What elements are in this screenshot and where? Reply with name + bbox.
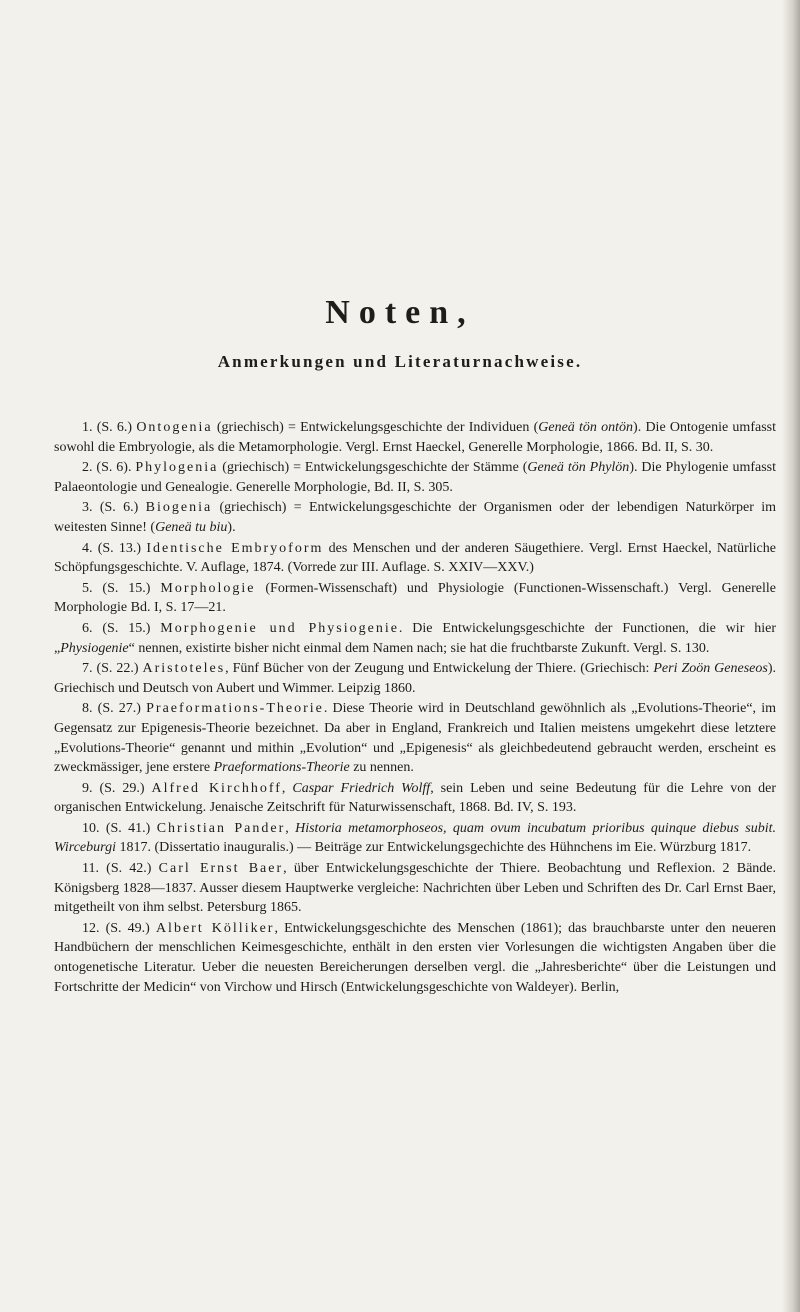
note-text: ,: [281, 780, 293, 796]
note-reference: (S. 29.): [99, 780, 145, 796]
note-italic-text: Caspar Friedrich Wolff: [292, 780, 431, 796]
note-reference: (S. 22.): [96, 661, 139, 677]
note-12: [54, 919, 776, 997]
note-1: [54, 418, 776, 457]
note-italic-text: Praeformations-Theorie: [213, 760, 350, 776]
note-number: 12.: [82, 920, 100, 936]
note-8: [54, 699, 776, 777]
note-term: Christian Pander: [156, 820, 286, 836]
note-italic-text: Historia metamorphoseos, quam ovum incubatum prioribus quinque diebus subit. Wirceburgi: [54, 820, 777, 856]
note-text: “ nennen, existirte bisher nicht einmal dem Namen nach; sie hat die fruchtbarste Zukunft. Vergl. S. 130.: [128, 640, 710, 656]
note-text: 1817. (Dissertatio inauguralis.) — Beiträge zur Entwickelungsgechichte des Hühnchens im Eie. Würzburg 1817.: [115, 840, 752, 856]
note-term: Praeformations-Theorie: [146, 701, 324, 717]
note-9: [54, 779, 776, 818]
page-edge-shadow: [782, 0, 800, 1312]
note-4: [54, 539, 776, 578]
note-number: 1.: [82, 420, 93, 435]
note-reference: (S. 27.): [97, 701, 141, 717]
note-reference: (S. 41.): [105, 820, 151, 836]
note-italic-text: Geneä tön Phylön: [527, 460, 630, 476]
note-text: des Menschen und der anderen Säugethiere. Vergl. Ernst Haeckel, Natürliche Schöpfungsgeschichte. V. Auflage, 1874. (Vorrede zur III. Auflage. S. XXIV—XXV.): [54, 540, 776, 576]
page-header: [0, 293, 800, 373]
note-text: , Entwickelungsgeschichte des Menschen (1861); das brauchbarste unter den neueren Handbüchern der menschlichen Keimesgeschichte, enthält in den ersten vier Vorlesungen die wichtigsten Angaben über die ontogenetische Literatur. Ueber die neuesten Bereicherungen derselben vergl. die „Jahresberichte“ über die Leistungen und Fortschritte der Medicin“ von Virchow und Hirsch (Entwickelungsgeschichte von Waldeyer). Berlin,: [54, 920, 777, 995]
note-term: Albert Kölliker: [155, 920, 275, 936]
note-text: ). Griechisch und Deutsch von Aubert und Wimmer. Leipzig 1860.: [54, 661, 777, 696]
note-text: zu nennen.: [349, 760, 414, 776]
note-reference: (S. 6.): [99, 500, 139, 516]
note-6: [54, 619, 776, 658]
note-number: 8.: [82, 701, 93, 717]
page-title: Noten,: [325, 294, 475, 331]
note-number: 5.: [82, 580, 93, 596]
note-term: Morphologie: [160, 580, 256, 596]
note-term: Carl Ernst Baer: [158, 861, 284, 877]
note-text: ). Die Ontogenie umfasst sowohl die Embryologie, als die Metamorphologie. Vergl. Ernst Haeckel, Generelle Morphologie, 1866. Bd. II, S. 30.: [54, 420, 776, 455]
page-subtitle: Anmerkungen und Literaturnachweise.: [217, 352, 583, 371]
note-italic-text: Physiogenie: [60, 640, 129, 656]
note-number: 2.: [82, 460, 93, 476]
note-italic-text: Geneä tu biu: [155, 519, 228, 535]
note-text: ,: [285, 820, 296, 836]
note-7: [54, 659, 776, 698]
note-number: 10.: [82, 820, 100, 836]
note-text: (Formen-Wissenschaft) und Physiologie (Functionen-Wissenschaft.) Vergl. Generelle Morphologie Bd. I, S. 17—21.: [54, 580, 776, 616]
note-text: ). Die Phylogenie umfasst Palaeontologie und Genealogie. Generelle Morphologie, Bd. II, S. 305.: [54, 460, 776, 495]
note-text: (griechisch) = Entwickelungsgeschichte der Stämme (: [218, 460, 528, 476]
note-term: Identische Embryoform: [146, 540, 324, 556]
note-text: ).: [227, 519, 236, 535]
note-reference: (S. 6.): [96, 420, 133, 435]
note-text: , Fünf Bücher von der Zeugung und Entwickelung der Thiere. (Griechisch:: [225, 661, 654, 677]
note-reference: (S. 15.): [102, 580, 151, 596]
note-number: 4.: [82, 540, 93, 556]
note-3: [54, 498, 776, 537]
note-reference: (S. 49.): [105, 920, 150, 936]
notes-list: [54, 418, 776, 998]
note-11: [54, 859, 776, 918]
note-number: 3.: [82, 500, 93, 516]
note-term: Aristoteles: [142, 661, 226, 677]
note-10: [54, 819, 776, 858]
note-reference: (S. 13.): [97, 540, 142, 556]
note-5: [54, 579, 776, 618]
note-italic-text: Geneä tön ontön: [538, 420, 634, 435]
note-text: (griechisch) = Entwickelungsgeschichte der Organismen oder der lebendigen Naturkörper im weitesten Sinne! (: [54, 500, 776, 535]
note-term: Ontogenia: [136, 420, 213, 435]
note-term: Phylogenia: [135, 460, 219, 476]
note-2: [54, 458, 776, 497]
note-number: 6.: [82, 620, 93, 636]
note-number: 11.: [82, 861, 99, 877]
note-text: . Diese Theorie wird in Deutschland gewöhnlich als „Evolutions-Theorie“, im Gegensatz zur Epigenesis-Theorie bezeichnet. Da aber in England, Frankreich und Italien meistens umgekehrt diese letztere „Evolutions-Theorie“ genannt und mithin „Evolution“ und „Epigenesis“ als gleichbedeutend gebraucht werden, erscheint es zweckmässiger, jene erstere: [54, 701, 776, 776]
note-italic-text: Peri Zoön Geneseos: [653, 661, 768, 677]
note-reference: (S. 42.): [106, 861, 152, 877]
note-text: , über Entwickelungsgeschichte der Thiere. Beobachtung und Reflexion. 2 Bände. Königsberg 1828—1837. Ausser diesem Hauptwerke vergleiche: Nachrichten über Leben und Schriften des Dr. Carl Ernst Baer, mitgetheilt von ihm selbst. Petersburg 1865.: [54, 861, 776, 916]
note-number: 7.: [82, 661, 93, 677]
note-term: Biogenia: [145, 500, 213, 516]
note-text: . Die Entwickelungsgeschichte der Functionen, die wir hier „: [54, 620, 777, 656]
note-text: (griechisch) = Entwickelungsgeschichte der Individuen (: [212, 420, 539, 435]
note-reference: (S. 6).: [96, 460, 132, 476]
note-text: , sein Leben und seine Bedeutung für die Lehre von der organischen Entwickelung. Jenaische Zeitschrift für Naturwissenschaft, 1868. Bd. IV, S. 193.: [54, 780, 777, 816]
note-reference: (S. 15.): [102, 620, 151, 636]
note-term: Morphogenie und Physiogenie: [160, 620, 399, 636]
note-term: Alfred Kirchhoff: [151, 780, 282, 796]
note-number: 9.: [82, 780, 93, 796]
